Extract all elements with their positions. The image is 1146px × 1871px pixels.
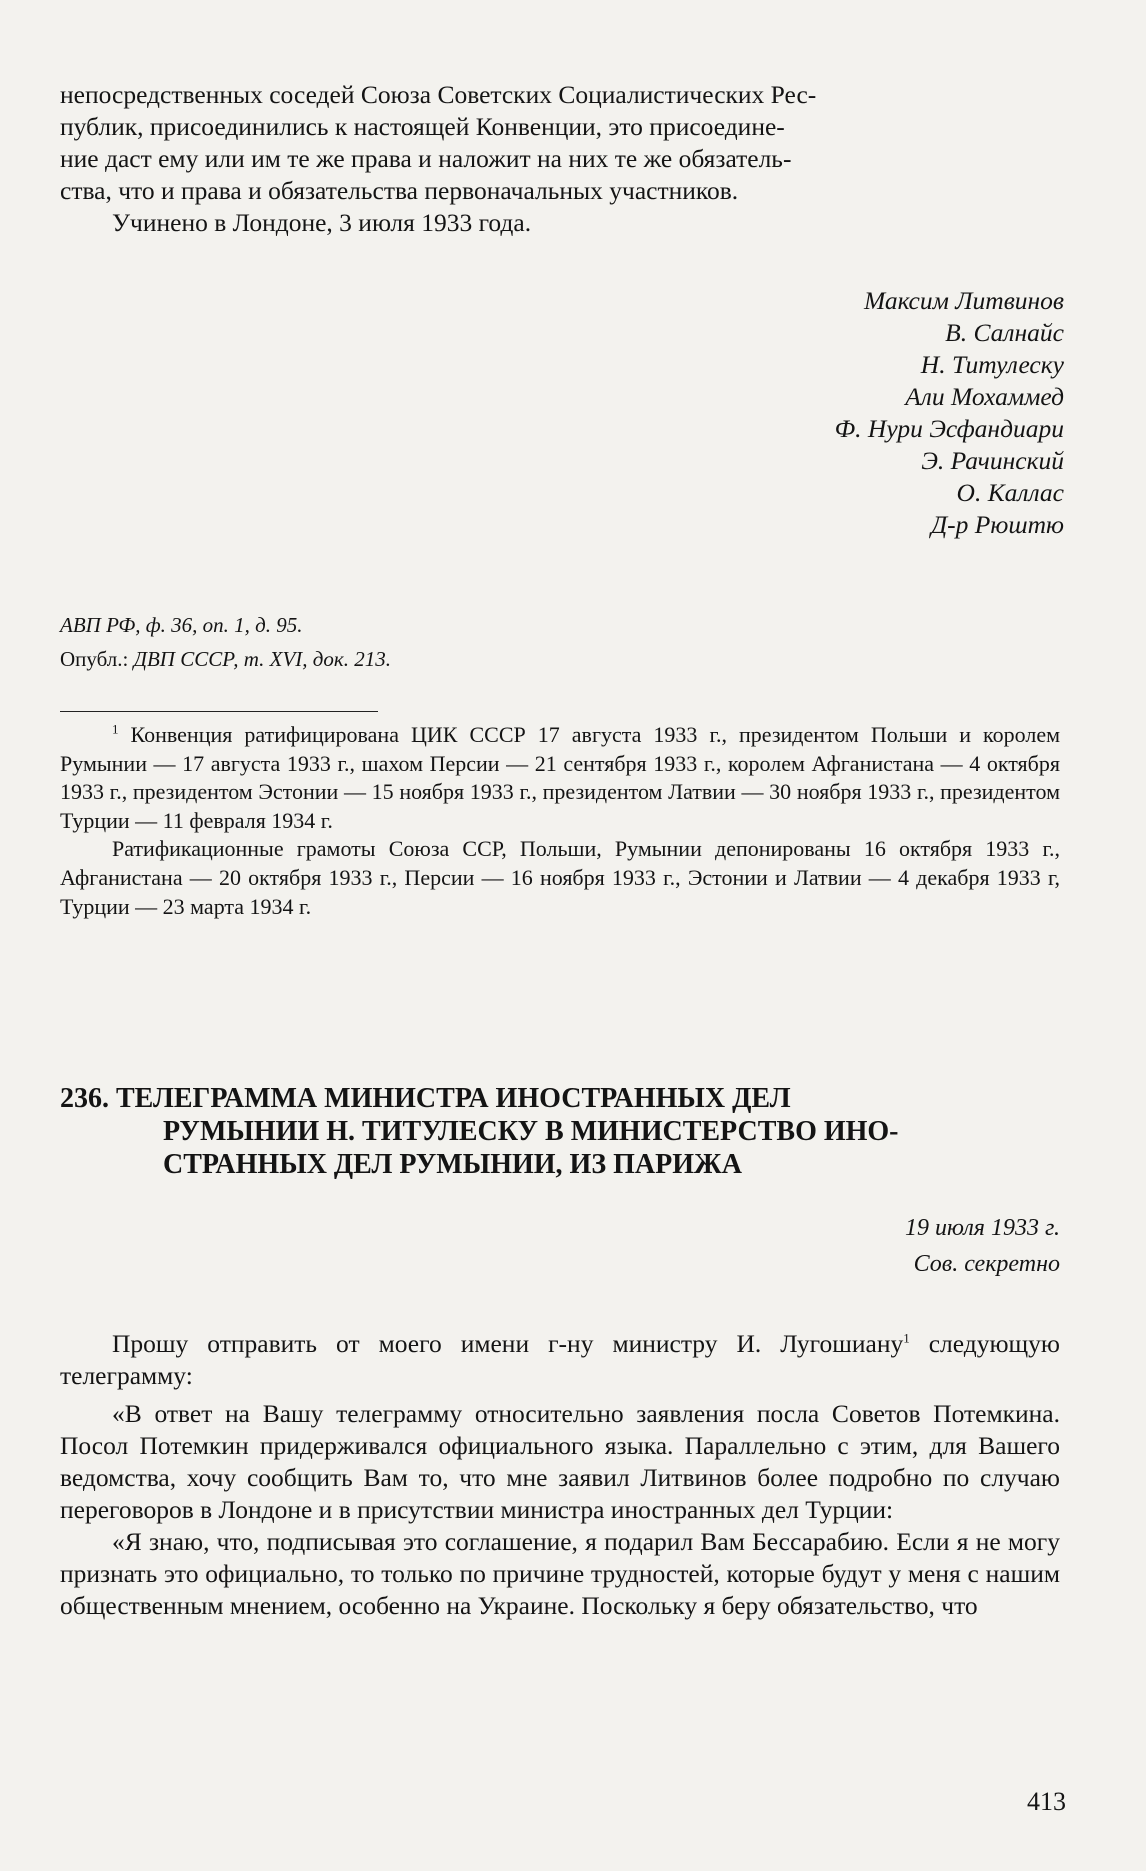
- body-paragraph: «Я знаю, что, подписывая это соглашение, я подарил Вам Бессарабию. Если я не могу признать это официально, то только по причине трудностей, которые будут у меня с нашим общественным мнением, особенно на Украине. Поскольку я беру обязательство, что: [60, 1527, 1060, 1620]
- source-references: [60, 611, 1060, 673]
- published-label: Опубл.:: [60, 647, 129, 671]
- text-line: непосредственных соседей Союза Советских Социалистических Рес-: [60, 80, 817, 109]
- heading-line: РУМЫНИИ Н. ТИТУЛЕСКУ В МИНИСТЕРСТВО ИНО-: [163, 1116, 899, 1147]
- signature: Максим Литвинов: [863, 286, 1064, 315]
- footnote-divider: [60, 711, 378, 712]
- published-reference: ДВП СССР, т. XVI, док. 213.: [133, 647, 391, 671]
- body-paragraph: «В ответ на Вашу телеграмму относительно заявления посла Советов Потемкина. Посол Потемкин придерживался официального языка. Параллельно с этим, для Вашего ведомства, хочу сообщить Вам то, что мне заявил Литвинов более подробно по случаю переговоров в Лондоне и в присутствии министра иностранных дел Турции:: [60, 1399, 1060, 1524]
- document-meta: [60, 1212, 1060, 1280]
- footnote-mark: 1: [903, 1330, 910, 1346]
- heading-line: СТРАННЫХ ДЕЛ РУМЫНИИ, ИЗ ПАРИЖА: [163, 1149, 742, 1180]
- page-number: 413: [1027, 1787, 1066, 1816]
- signature: Д-р Рюштю: [930, 510, 1064, 539]
- signature: Али Мохаммед: [905, 382, 1064, 411]
- footnote: [60, 721, 1060, 921]
- body-text: Прошу отправить от моего имени г-ну министру И. Лугошиану: [112, 1329, 904, 1358]
- signature: Ф. Нури Эсфандиари: [834, 414, 1064, 443]
- document-heading: [60, 1082, 1060, 1181]
- done-in-line: Учинено в Лондоне, 3 июля 1933 года.: [112, 208, 532, 237]
- signature: В. Салнайс: [945, 318, 1064, 347]
- signature: Э. Рачинский: [921, 446, 1064, 475]
- convention-closing-text: [60, 79, 1060, 239]
- heading-line: 236. ТЕЛЕГРАММА МИНИСТРА ИНОСТРАННЫХ ДЕЛ: [60, 1083, 791, 1114]
- text-line: ние даст ему или им те же права и наложит на них те же обязатель-: [60, 144, 792, 173]
- text-line: публик, присоединились к настоящей Конвенции, это присоедине-: [60, 112, 785, 141]
- footnote-mark: 1: [112, 721, 119, 737]
- signature: Н. Титулеску: [920, 350, 1064, 379]
- classification-mark: Сов. секретно: [913, 1251, 1060, 1277]
- text-line: ства, что и права и обязательства первоначальных участников.: [60, 176, 739, 205]
- signature: О. Каллас: [956, 478, 1064, 507]
- body-text: следующую телеграмму:: [60, 1329, 1060, 1390]
- document-date: 19 июля 1933 г.: [905, 1215, 1060, 1241]
- body-paragraph: [60, 1328, 1060, 1392]
- telegram-body: [60, 1328, 1060, 1622]
- footnote-paragraph: Ратификационные грамоты Союза ССР, Польши, Румынии депонированы 16 октября 1933 г., Афганистана — 20 октября 1933 г., Персии — 16 ноября 1933 г., Эстонии и Латвии — 4 декабря 1933 г, Турции — 23 марта 1934 г.: [60, 836, 1060, 919]
- archive-reference: АВП РФ, ф. 36, оп. 1, д. 95.: [60, 613, 303, 637]
- signatures-block: [835, 285, 1064, 541]
- footnote-paragraph: Конвенция ратифицирована ЦИК СССР 17 августа 1933 г., президентом Польши и королем Румынии — 17 августа 1933 г., шахом Персии — 21 сентября 1933 г., королем Афганистана — 4 октября 1933 г., президентом Эстонии — 15 ноября 1933 г., президентом Латвии — 30 ноября 1933 г., президентом Турции — 11 февраля 1934 г.: [60, 722, 1061, 833]
